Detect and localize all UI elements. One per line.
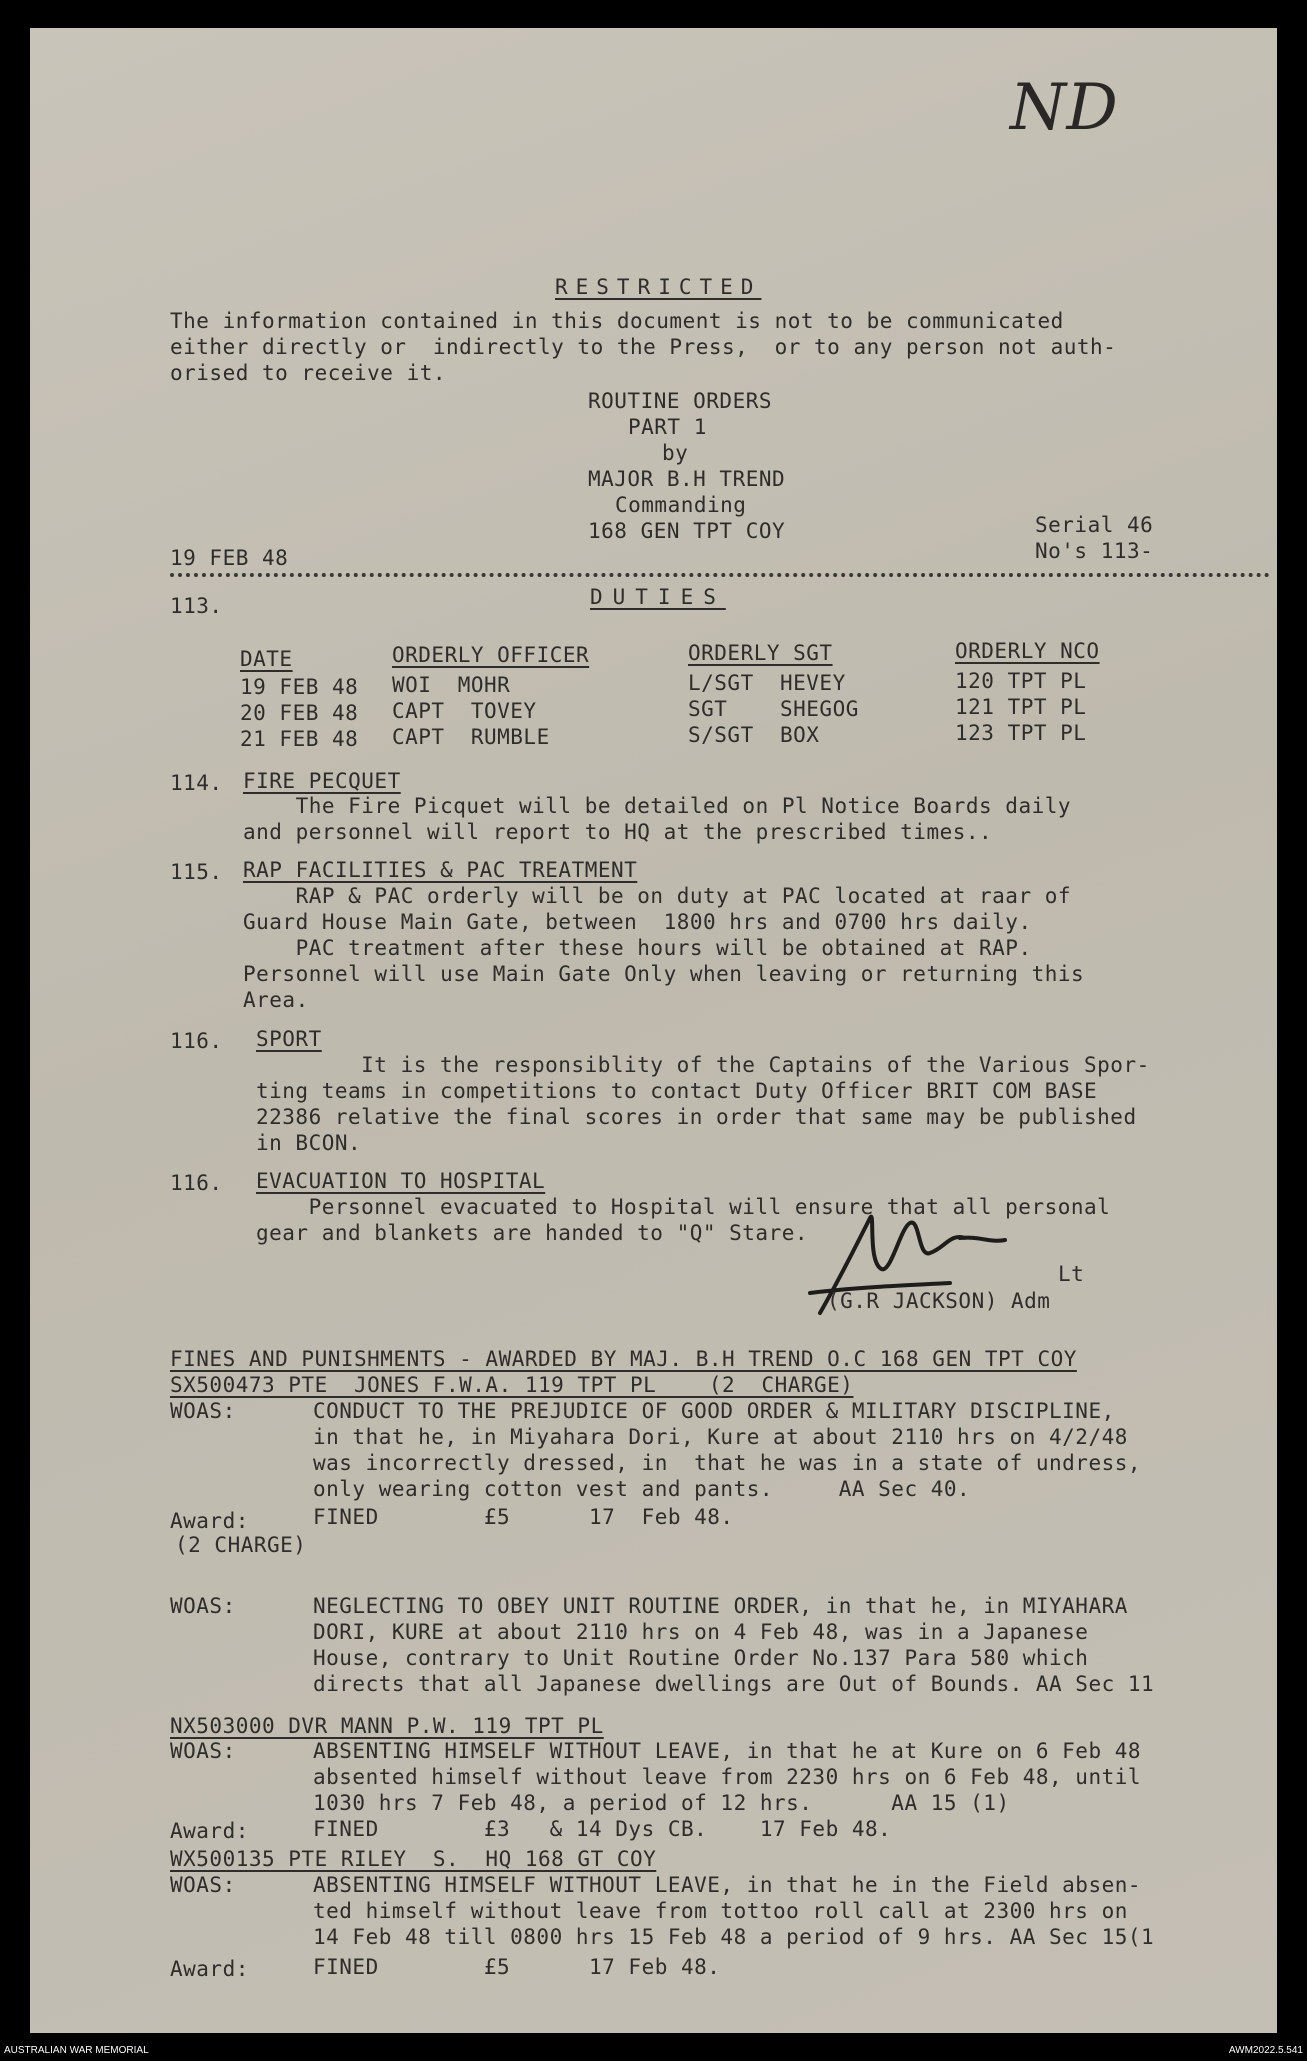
- award-value: FINED £5 17 Feb 48.: [313, 1505, 734, 1529]
- duties-header-date: DATE: [240, 647, 293, 671]
- order-numbers: No's 113-: [1035, 539, 1154, 563]
- orders-line: 168 GEN TPT COY: [588, 519, 786, 543]
- restricted-line: either directly or indirectly to the Press, or to any person not auth-: [170, 335, 1117, 359]
- award-label: Award:: [170, 1957, 249, 1981]
- section-line: It is the responsiblity of the Captains of the Various Spor-: [256, 1053, 1150, 1077]
- duties-cell: CAPT TOVEY: [392, 699, 537, 723]
- section-title: FIRE PECQUET: [243, 769, 401, 793]
- duties-cell: CAPT RUMBLE: [392, 725, 550, 749]
- section-line: Personnel evacuated to Hospital will ensure that all personal: [256, 1195, 1111, 1219]
- footer-right: AWM2022.5.541: [1228, 2045, 1303, 2056]
- entry-line: CONDUCT TO THE PREJUDICE OF GOOD ORDER & MILITARY DISCIPLINE,: [313, 1399, 1115, 1423]
- duties-cell: 19 FEB 48: [240, 675, 359, 699]
- restricted-line: orised to receive it.: [170, 361, 447, 385]
- award-label: Award:: [170, 1819, 249, 1843]
- section-number: 114.: [170, 771, 223, 795]
- section-title: SPORT: [256, 1027, 322, 1051]
- orders-line: MAJOR B.H TREND: [588, 467, 786, 491]
- entry-label: WOAS:: [170, 1873, 236, 1897]
- section-line: Guard House Main Gate, between 1800 hrs and 0700 hrs daily.: [243, 910, 1032, 934]
- award-value: FINED £3 & 14 Dys CB. 17 Feb 48.: [313, 1817, 892, 1841]
- section-line: and personnel will report to HQ at the prescribed times..: [243, 820, 993, 844]
- entry-line: House, contrary to Unit Routine Order No.137 Para 580 which: [313, 1646, 1089, 1670]
- duties-cell: 21 FEB 48: [240, 727, 359, 751]
- duties-cell: SGT SHEGOG: [688, 697, 859, 721]
- orders-line: ROUTINE ORDERS: [588, 389, 773, 413]
- restricted-heading: RESTRICTED: [555, 275, 762, 299]
- entry-line: NEGLECTING TO OBEY UNIT ROUTINE ORDER, in that he, in MIYAHARA: [313, 1594, 1128, 1618]
- section-line: Area.: [243, 988, 309, 1012]
- duties-header-sgt: ORDERLY SGT: [688, 641, 833, 665]
- award-value: FINED £5 17 Feb 48.: [313, 1955, 721, 1979]
- orders-line: PART 1: [628, 415, 707, 439]
- section-title: RAP FACILITIES & PAC TREATMENT: [243, 858, 638, 882]
- section-line: 22386 relative the final scores in order that same may be published: [256, 1105, 1137, 1129]
- entry-line: ted himself without leave from tottoo roll call at 2300 hrs on: [313, 1899, 1128, 1923]
- handwritten-mark: ND: [1010, 71, 1119, 145]
- section-line: ting teams in competitions to contact Duty Officer BRIT COM BASE: [256, 1079, 1098, 1103]
- award-note: (2 CHARGE): [175, 1533, 307, 1557]
- duties-cell: L/SGT HEVEY: [688, 671, 846, 695]
- duties-number: 113.: [170, 594, 223, 618]
- signature-rank: Lt: [1058, 1262, 1085, 1286]
- entry-line: 1030 hrs 7 Feb 48, a period of 12 hrs. AA 15 (1): [313, 1791, 1010, 1815]
- orders-line: Commanding: [615, 493, 747, 517]
- signature-name: (G.R JACKSON) Adm: [827, 1289, 1051, 1313]
- order-date: 19 FEB 48: [170, 546, 289, 570]
- orders-line: by: [662, 441, 689, 465]
- dotted-divider: [170, 573, 1270, 577]
- entry-line: 14 Feb 48 till 0800 hrs 15 Feb 48 a period of 9 hrs. AA Sec 15(1: [313, 1925, 1155, 1949]
- section-number: 115.: [170, 860, 223, 884]
- entry-line: directs that all Japanese dwellings are Out of Bounds. AA Sec 11: [313, 1672, 1155, 1696]
- entry-line: only wearing cotton vest and pants. AA Sec 40.: [313, 1477, 971, 1501]
- duties-heading: DUTIES: [590, 585, 726, 609]
- fines-heading: FINES AND PUNISHMENTS - AWARDED BY MAJ. B.H TREND O.C 168 GEN TPT COY: [170, 1347, 1077, 1371]
- document-page: [30, 28, 1277, 2033]
- entry-label: WOAS:: [170, 1739, 236, 1763]
- entry-line: DORI, KURE at about 2110 hrs on 4 Feb 48, was in a Japanese: [313, 1620, 1089, 1644]
- entry-label: WOAS:: [170, 1399, 236, 1423]
- serial-number: Serial 46: [1035, 513, 1154, 537]
- entry-header: NX503000 DVR MANN P.W. 119 TPT PL: [170, 1714, 604, 1738]
- section-number: 116.: [170, 1171, 223, 1195]
- duties-header-nco: ORDERLY NCO: [955, 639, 1100, 663]
- duties-cell: S/SGT BOX: [688, 723, 820, 747]
- entry-header: WX500135 PTE RILEY S. HQ 168 GT COY: [170, 1847, 657, 1871]
- restricted-line: The information contained in this document is not to be communicated: [170, 309, 1064, 333]
- section-line: in BCON.: [256, 1131, 362, 1155]
- award-label: Award:: [170, 1509, 249, 1533]
- section-line: RAP & PAC orderly will be on duty at PAC located at raar of: [243, 884, 1072, 908]
- entry-line: ABSENTING HIMSELF WITHOUT LEAVE, in that he at Kure on 6 Feb 48: [313, 1739, 1142, 1763]
- section-number: 116.: [170, 1029, 223, 1053]
- entry-line: ABSENTING HIMSELF WITHOUT LEAVE, in that he in the Field absen-: [313, 1873, 1142, 1897]
- duties-cell: 20 FEB 48: [240, 701, 359, 725]
- duties-cell: 120 TPT PL: [955, 669, 1087, 693]
- entry-label: WOAS:: [170, 1594, 236, 1618]
- entry-line: in that he, in Miyahara Dori, Kure at about 2110 hrs on 4/2/48: [313, 1425, 1128, 1449]
- section-line: PAC treatment after these hours will be obtained at RAP.: [243, 936, 1032, 960]
- duties-cell: 121 TPT PL: [955, 695, 1087, 719]
- duties-header-officer: ORDERLY OFFICER: [392, 643, 590, 667]
- section-title: EVACUATION TO HOSPITAL: [256, 1169, 546, 1193]
- section-line: Personnel will use Main Gate Only when leaving or returning this: [243, 962, 1085, 986]
- entry-line: absented himself without leave from 2230 hrs on 6 Feb 48, until: [313, 1765, 1142, 1789]
- entry-line: was incorrectly dressed, in that he was in a state of undress,: [313, 1451, 1142, 1475]
- entry-header: SX500473 PTE JONES F.W.A. 119 TPT PL (2 CHARGE): [170, 1373, 854, 1397]
- footer-left: AUSTRALIAN WAR MEMORIAL: [4, 2045, 149, 2056]
- duties-cell: WOI MOHR: [392, 673, 511, 697]
- section-line: gear and blankets are handed to "Q" Stare.: [256, 1221, 809, 1245]
- duties-cell: 123 TPT PL: [955, 721, 1087, 745]
- section-line: The Fire Picquet will be detailed on Pl Notice Boards daily: [243, 794, 1072, 818]
